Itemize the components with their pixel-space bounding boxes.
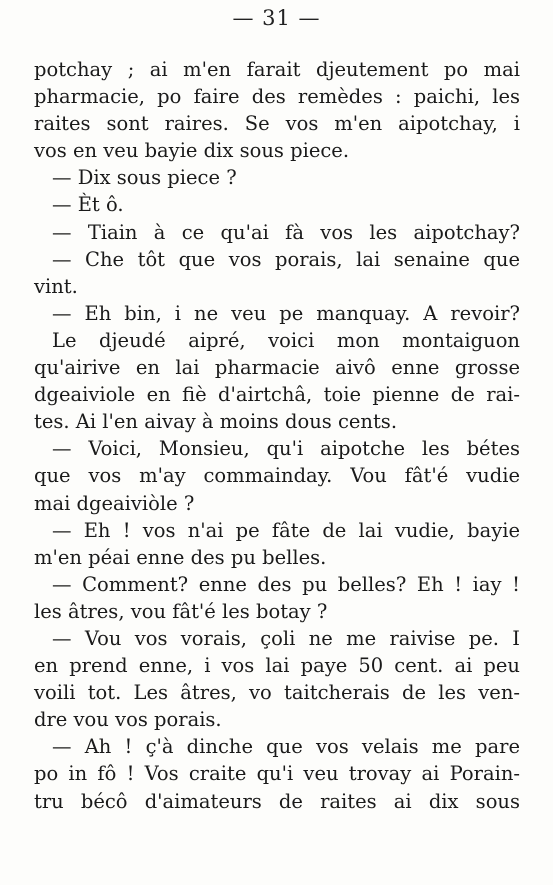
text-line: dre vou vos porais. — [34, 708, 222, 732]
text-line: — Eh ! vos n'ai pe fâte de lai vudie, bayie — [52, 518, 520, 542]
text-line: — Vou vos vorais, çoli ne me raivise pe. I — [52, 626, 520, 650]
text-line: — Voici, Monsieu, qu'i aipotche les bétes — [52, 437, 520, 461]
text-line: tru bécô d'aimateurs de raites ai dix sous — [34, 789, 520, 813]
text-line: — Che tôt que vos porais, lai senaine que — [52, 247, 520, 271]
text-line: voili tot. Les âtres, vo taitcherais de les ven- — [34, 681, 520, 705]
text-line: que vos m'ay commainday. Vou fât'é vudie — [34, 464, 520, 488]
text-line: m'en péai enne des pu belles. — [34, 545, 327, 569]
text-line: tes. Ai l'en aivay à moins dous cents. — [34, 410, 398, 434]
text-line: — Eh bin, i ne veu pe manquay. A revoir? — [52, 301, 520, 325]
text-line: — Ah ! ç'à dinche que vos velais me pare — [52, 735, 520, 759]
page-number: — 31 — — [232, 6, 321, 30]
text-line: en prend enne, i vos lai paye 50 cent. ai peu — [34, 654, 520, 678]
text-line: — Comment? enne des pu belles? Eh ! iay ! — [52, 572, 520, 596]
text-line: Le djeudé aipré, voici mon montaiguon — [52, 328, 520, 352]
text-line: — Èt ô. — [52, 193, 124, 217]
text-line: dgeaiviole en fiè d'airtchâ, toie pienne de rai- — [34, 383, 520, 407]
body-text — [34, 56, 520, 815]
text-line: pharmacie, po faire des remèdes : paichi, les — [34, 85, 520, 109]
text-line: — Tiain à ce qu'ai fà vos les aipotchay? — [52, 220, 520, 244]
text-line: vos en veu bayie dix sous piece. — [34, 139, 350, 163]
text-line: po in fô ! Vos craite qu'i veu trovay ai Porain- — [34, 762, 520, 786]
text-line: vint. — [34, 274, 78, 298]
text-line: qu'airive en lai pharmacie aivô enne grosse — [34, 356, 520, 380]
text-line: potchay ; ai m'en farait djeutement po mai — [34, 58, 520, 81]
text-line: mai dgeaiviòle ? — [34, 491, 195, 515]
text-line: — Dix sous piece ? — [52, 166, 237, 190]
text-line: les âtres, vou fât'é les botay ? — [34, 599, 328, 623]
text-line: raites sont raires. Se vos m'en aipotchay, i — [34, 112, 520, 136]
